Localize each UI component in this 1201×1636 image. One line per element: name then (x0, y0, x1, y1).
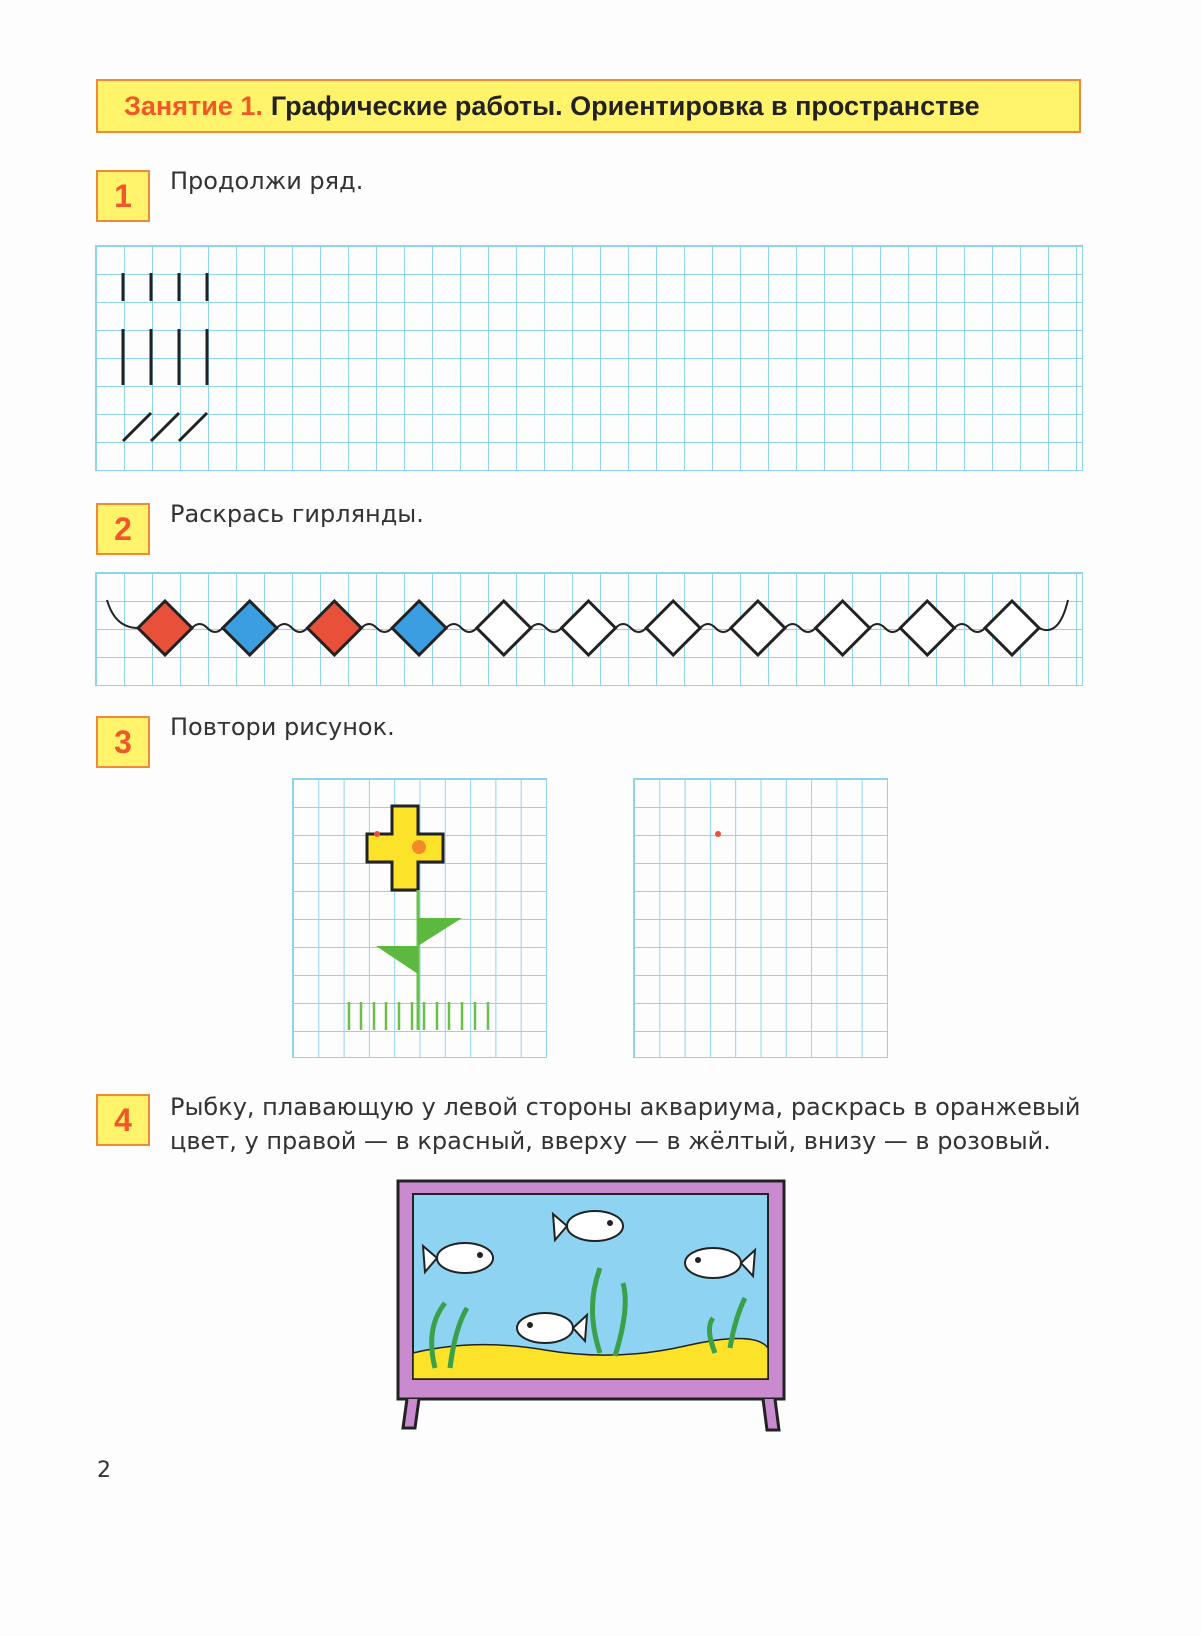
drawing-start-dot (633, 778, 888, 1058)
lesson-title-banner (96, 79, 1081, 133)
garland-diamond[interactable] (985, 601, 1039, 655)
task-2-number: 2 (96, 503, 150, 555)
flower-drawing (292, 778, 547, 1058)
task-1-number: 1 (96, 170, 150, 222)
task-1-pattern (95, 245, 295, 471)
garland-diamond[interactable] (900, 601, 954, 655)
task-4-number: 4 (96, 1094, 150, 1146)
flower-petals (367, 806, 443, 890)
garland-diamond[interactable] (392, 601, 446, 655)
garland-diamond[interactable] (307, 601, 361, 655)
lesson-number: Занятие 1. (124, 90, 263, 121)
flower-center (412, 840, 426, 854)
garland-diamond[interactable] (223, 601, 277, 655)
garland[interactable] (95, 572, 1083, 686)
garland-diamond[interactable] (816, 601, 870, 655)
task-2-text: Раскрась гирлянды. (170, 500, 424, 528)
lesson-title: Графические работы. Ориентировка в пространстве (270, 90, 980, 121)
garland-diamond[interactable] (731, 601, 785, 655)
garland-diamond[interactable] (646, 601, 700, 655)
garland-diamond[interactable] (562, 601, 616, 655)
task-3-number: 3 (96, 716, 150, 768)
garland-diamond[interactable] (477, 601, 531, 655)
page-number: 2 (97, 1458, 111, 1483)
task-3-text: Повтори рисунок. (170, 713, 395, 741)
task-1-text: Продолжи ряд. (170, 167, 364, 195)
aquarium[interactable] (395, 1178, 790, 1436)
garland-diamond[interactable] (138, 601, 192, 655)
start-dot (374, 831, 380, 837)
task-4-text: Рыбку, плавающую у левой стороны аквариума, раскрась в оранжевый цвет, у правой — в красный, вверху — в жёлтый, внизу — в розовый. (170, 1093, 1081, 1155)
